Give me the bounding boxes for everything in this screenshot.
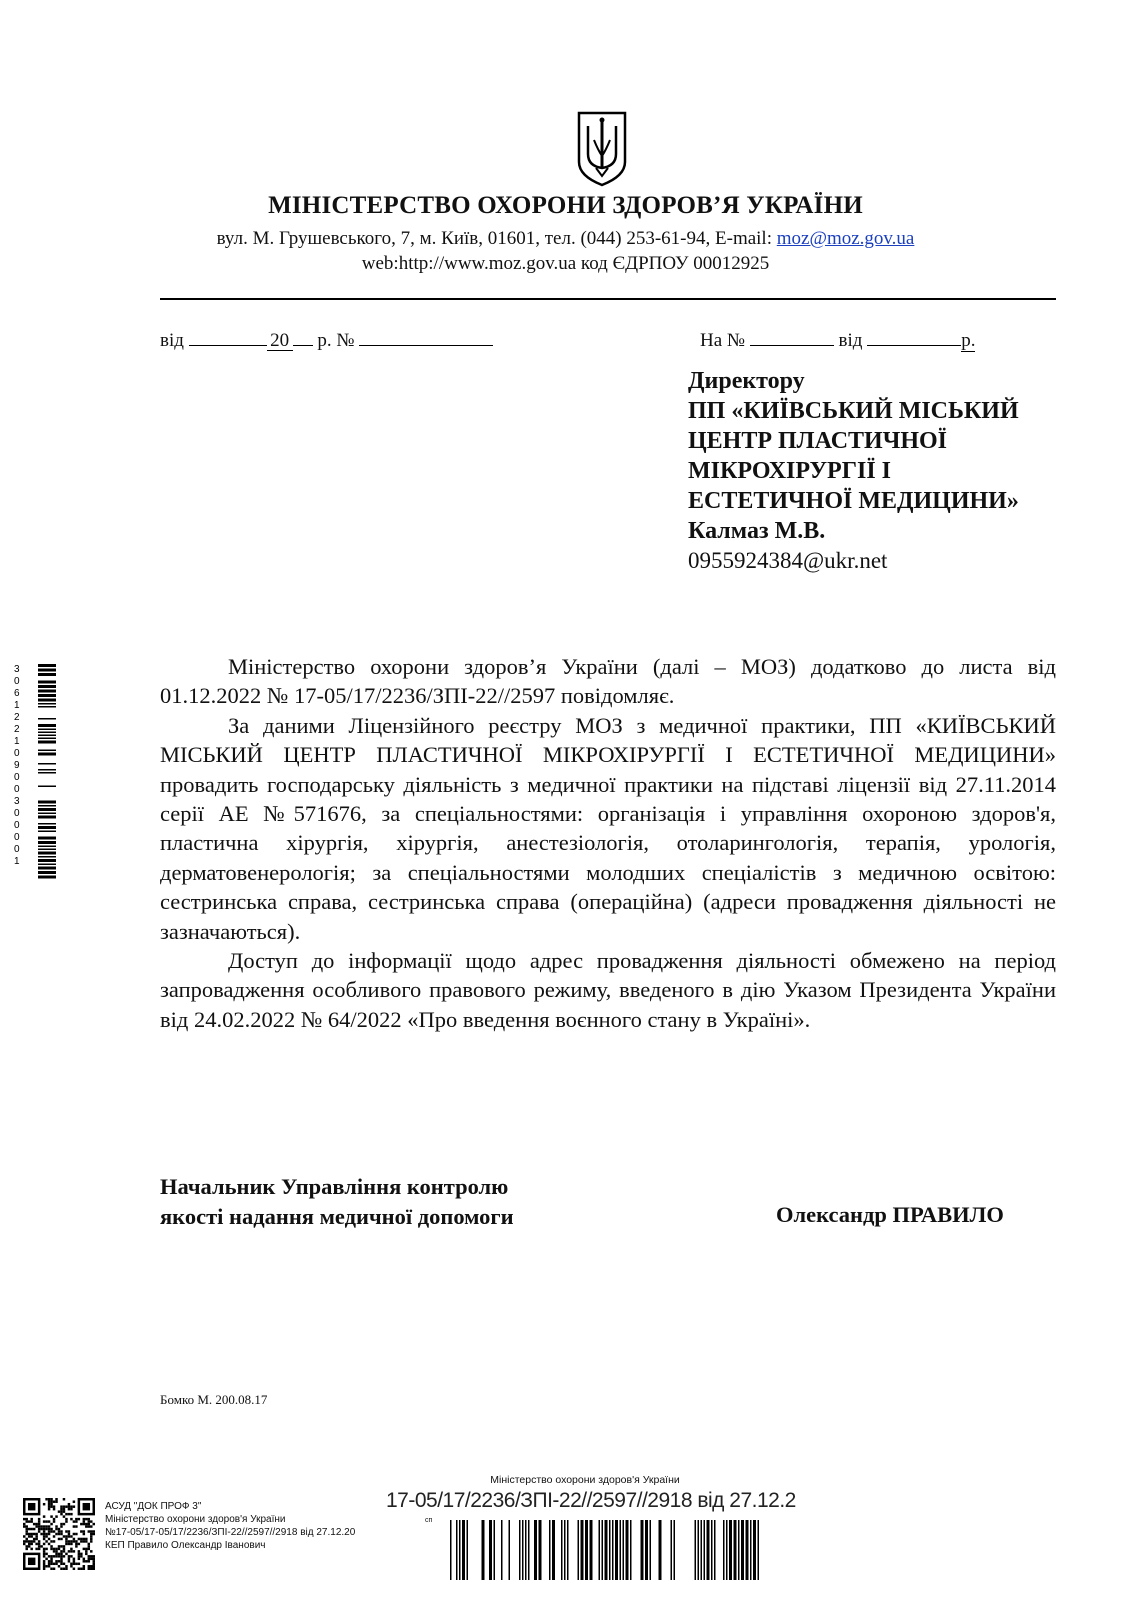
asud-line: КЕП Правило Олександр Іванович — [105, 1540, 266, 1551]
trident-coat-of-arms-icon — [576, 110, 628, 188]
ref-date-blank — [867, 325, 961, 346]
recipient-position: Директору — [688, 368, 805, 394]
signer-name: Олександр ПРАВИЛО — [776, 1202, 1004, 1227]
recipient-org-line: ЕСТЕТИЧНОЇ МЕДИЦИНИ» — [688, 488, 1019, 514]
executor-note: Бомко М. 200.08.17 — [160, 1392, 268, 1407]
ministry-web-line: web:http://www.moz.gov.ua код ЄДРПОУ 00012925 — [361, 253, 770, 274]
number-blank — [359, 325, 493, 346]
year-fill: 20 — [267, 330, 293, 351]
recipient-org-line: МІКРОХІРУРГІЇ І — [688, 458, 892, 484]
letter-body — [160, 652, 1056, 1034]
year-suffix: р. № — [317, 330, 355, 351]
body-paragraph: За даними Ліцензійного реєстру МОЗ з медичної практики, ПП «КИЇВСЬКИЙ МІСЬКИЙ ЦЕНТР ПЛАСТИЧНОЇ МІКРОХІРУРГІЇ І ЕСТЕТИЧНОЇ МЕДИЦИНИ» провадить господарську діяльність з медичної практики на підставі ліцензії від 27.11.2014 серії АЕ №571676, за спеціальностями: організація і управління охороною здоров'я, пластична хірургія, хірургія, анестезіологія, отоларингологія, терапія, урологія, дерматовенерологія; за спеціальностями молодших спеціалістів з медичною освітою: сестринська справа, сестринська справа (операційна) (адреси провадження діяльності не зазначаються). — [160, 712, 1056, 944]
signer-title-line: якості надання медичної допомоги — [160, 1204, 514, 1229]
registration-barcode — [450, 1520, 760, 1580]
date-blank — [189, 325, 267, 346]
stamp-ministry-name: Міністерство охорони здоров'я України — [490, 1474, 680, 1486]
ref-label: На № — [700, 330, 746, 351]
ministry-email-link[interactable]: moz@moz.gov.ua — [776, 228, 915, 249]
asud-line: №17-05/17-05/17/2236/ЗПІ-22//2597//2918 від 27.12.20 — [105, 1527, 356, 1538]
address-text: вул. М. Грушевського, 7, м. Київ, 01601, тел. (044) 253-61-94, E-mail: — [216, 228, 772, 249]
stamp-cn-label: сп — [425, 1517, 433, 1524]
year-blank — [293, 325, 313, 346]
recipient-email: 0955924384@ukr.net — [688, 548, 888, 573]
ref-from-label: від — [838, 330, 863, 351]
side-barcode-text: 30612210900300001 — [14, 664, 20, 867]
body-paragraph: Міністерство охорони здоров’я України (далі – МОЗ) додатково до листа від 01.12.2022 № 17-05/17/2236/ЗПІ-22//2597 повідомляє. — [160, 654, 1056, 709]
ministry-address — [0, 228, 1131, 250]
side-barcode — [26, 664, 56, 884]
recipient-name: Калмаз М.В. — [688, 518, 826, 544]
ministry-name: МІНІСТЕРСТВО ОХОРОНИ ЗДОРОВ’Я УКРАЇНИ — [268, 192, 863, 219]
recipient-org-line: ЦЕНТР ПЛАСТИЧНОЇ — [688, 428, 947, 454]
asud-line: АСУД "ДОК ПРОФ 3" — [105, 1501, 202, 1512]
recipient-org-line: ПП «КИЇВСЬКИЙ МІСЬКИЙ — [688, 398, 1019, 424]
from-label: від — [160, 330, 184, 351]
outgoing-reg-line — [160, 325, 493, 352]
qr-code — [23, 1498, 95, 1570]
header-divider — [160, 298, 1056, 300]
body-paragraph: Доступ до інформації щодо адрес провадження діяльності обмежено на період запровадження особливого правового режиму, введеного в дію Указом Президента України від 24.02.2022 № 64/2022 «Про введення воєнного стану в Україні». — [160, 948, 1056, 1032]
recipient-block — [688, 366, 1019, 576]
asud-line: Міністерство охорони здоров'я України — [105, 1514, 286, 1525]
ref-number-blank — [750, 325, 834, 346]
incoming-ref-line — [700, 325, 975, 352]
asud-signature-block — [105, 1500, 355, 1552]
ref-year-suffix: р. — [961, 330, 976, 351]
signer-title — [160, 1172, 514, 1232]
signer-title-line: Начальник Управління контролю — [160, 1174, 509, 1199]
stamp-registration-number: 17-05/17/2236/ЗПІ-22//2597//2918 від 27.12.2 — [386, 1489, 796, 1512]
